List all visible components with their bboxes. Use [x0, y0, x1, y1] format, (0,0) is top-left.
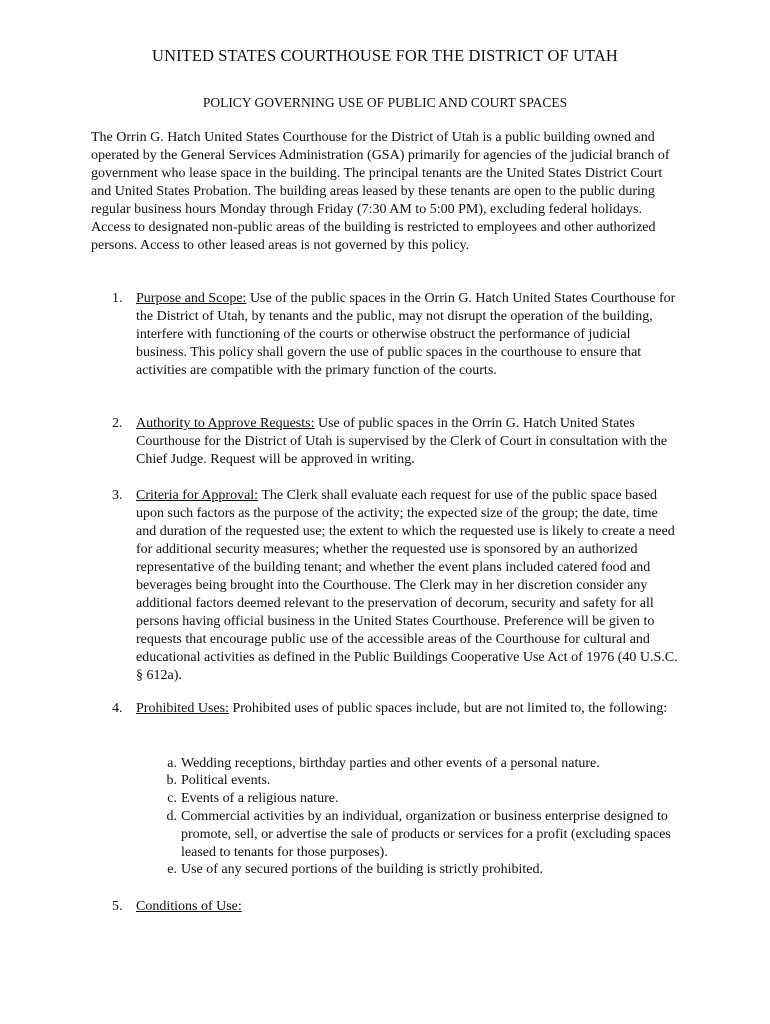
section-body: [136, 415, 681, 469]
section-purpose-scope: [91, 290, 683, 380]
section-text: Prohibited uses of public spaces include, but are not limited to, the following:: [228, 701, 668, 716]
list-letter: a.: [167, 756, 177, 771]
section-prohibited-uses: [91, 700, 683, 718]
section-body: [136, 898, 681, 916]
prohibited-item-b: [155, 772, 675, 790]
section-text: Use of public spaces in the Orrin G. Hatch United States Courthouse for the District of Utah is supervised by the Clerk of Court in consultation with the Chief Judge. Request will be approved in writing.: [136, 416, 668, 467]
prohibited-item-e: [155, 861, 675, 879]
list-text: Wedding receptions, birthday parties and other events of a personal nature.: [181, 756, 600, 771]
section-criteria: [91, 487, 683, 685]
section-heading: Authority to Approve Requests:: [136, 416, 315, 431]
section-authority: [91, 415, 683, 469]
section-text: Use of the public spaces in the Orrin G. Hatch United States Courthouse for the District of Utah, by tenants and the public, may not disrupt the operation of the building, interfere with functioning of the courts or otherwise obstruct the performance of judicial business. This policy shall govern the use of public spaces in the courthouse to ensure that activities are compatible with the primary function of the courts.: [136, 291, 676, 378]
section-number: 5.: [112, 899, 123, 914]
section-heading: Purpose and Scope:: [136, 291, 247, 306]
document-title: UNITED STATES COURTHOUSE FOR THE DISTRICT OF UTAH: [152, 46, 618, 65]
list-text: Use of any secured portions of the building is strictly prohibited.: [181, 862, 543, 877]
intro-paragraph: The Orrin G. Hatch United States Courthouse for the District of Utah is a public building owned and operated by the General Services Administration (GSA) primarily for agencies of the judicial branch of government who lease space in the building. The principal tenants are the United States District Court and United States Probation. The building areas leased by these tenants are open to the public during regular business hours Monday through Friday (7:30 AM to 5:00 PM), excluding federal holidays. Access to designated non-public areas of the building is restricted to employees and other authorized persons. Access to other leased areas is not governed by this policy.: [91, 130, 670, 253]
list-text: Political events.: [181, 773, 271, 788]
section-body: [136, 290, 681, 380]
section-heading: Criteria for Approval:: [136, 488, 259, 503]
section-body: [136, 487, 681, 685]
section-body: [136, 700, 681, 718]
section-number: 1.: [112, 291, 123, 306]
section-number: 3.: [112, 488, 123, 503]
prohibited-item-d: [155, 808, 675, 862]
list-letter: e.: [167, 862, 177, 877]
list-text: Commercial activities by an individual, organization or business enterprise designed to promote, sell, or advertise the sale of products or services for a profit (excluding spaces leased to tenants for those purposes).: [181, 809, 671, 860]
list-letter: d.: [166, 809, 177, 824]
section-number: 2.: [112, 416, 123, 431]
section-conditions-of-use: [91, 898, 683, 916]
document-subtitle: POLICY GOVERNING USE OF PUBLIC AND COURT SPACES: [202, 95, 568, 110]
prohibited-item-a: [155, 755, 675, 773]
list-letter: c.: [167, 791, 177, 806]
section-heading: Prohibited Uses:: [136, 701, 229, 716]
list-text: Events of a religious nature.: [181, 791, 339, 806]
list-letter: b.: [166, 773, 177, 788]
prohibited-item-c: [155, 790, 675, 808]
section-heading: Conditions of Use:: [136, 899, 242, 914]
section-text: The Clerk shall evaluate each request for use of the public space based upon such factors as the purpose of the activity; the expected size of the group; the date, time and duration of the requested use; the extent to which the requested use is likely to create a need for additional security measures; whether the requested use is sponsored by an authorized representative of the building tenant; and whether the event plans included catered food and beverages being brought into the Courthouse. The Clerk may in her discretion consider any additional factors deemed relevant to the preservation of decorum, security and safety for all persons having official business in the United States Courthouse. Preference will be given to requests that encourage public use of the accessible areas of the Courthouse for cultural and educational activities as defined in the Public Buildings Cooperative Use Act of 1976 (40 U.S.C. § 612a).: [136, 488, 678, 683]
section-number: 4.: [112, 701, 123, 716]
